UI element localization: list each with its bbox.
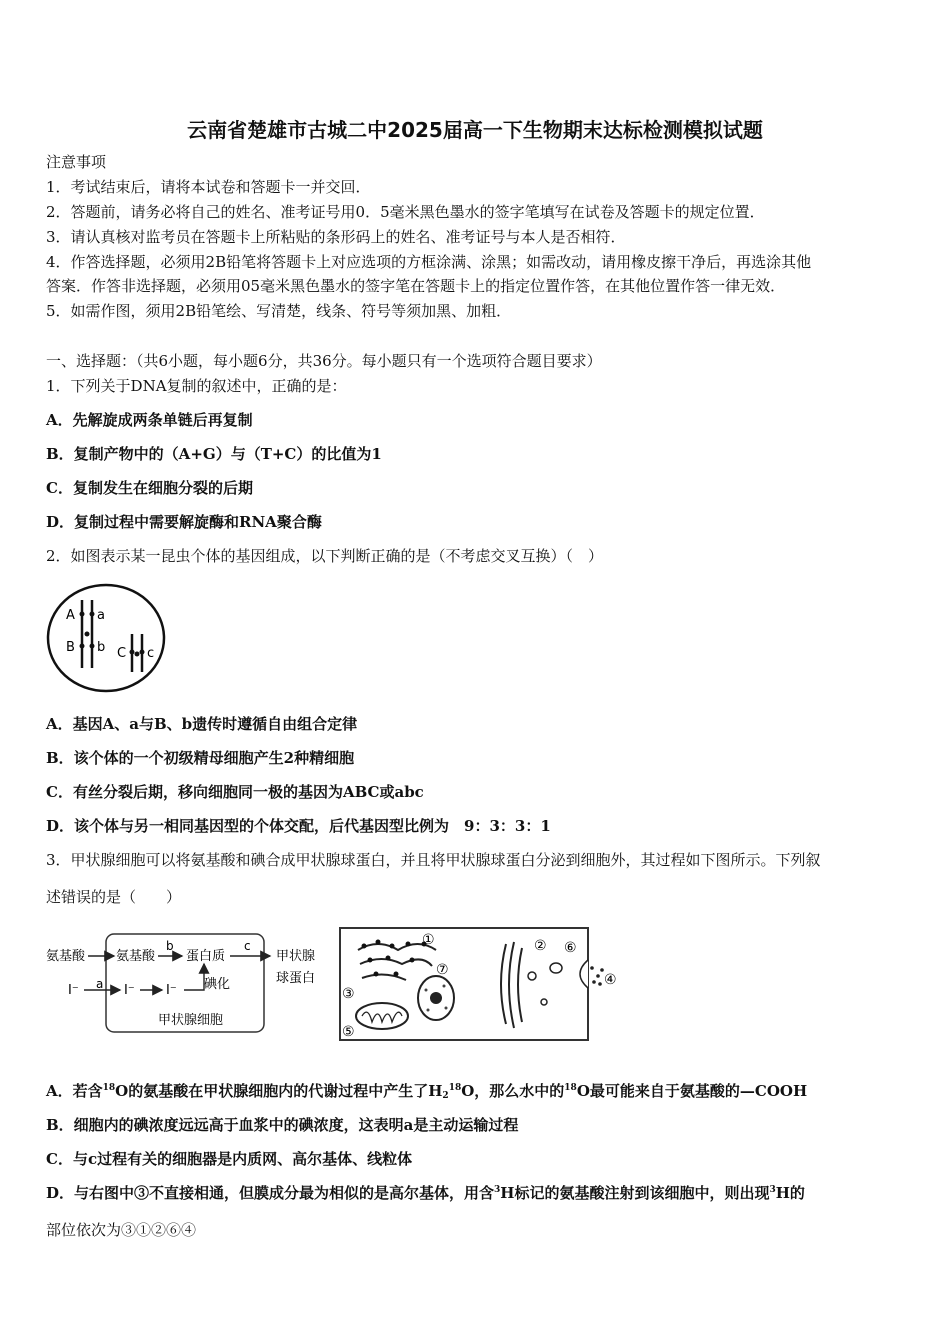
flow-text: 碘化	[204, 977, 231, 992]
q2-stem: 2．如图表示某一昆虫个体的基因组成，以下判断正确的是（不考虑交叉互换）（ ）	[46, 547, 604, 565]
q3-option-d-continued: 部位依次为③①②⑥④	[46, 1221, 197, 1239]
page-title: 云南省楚雄市古城二中2025届高一下生物期末达标检测模拟试题	[187, 118, 763, 142]
notice-item: 3．请认真核对监考员在答题卡上所粘贴的条形码上的姓名、准考证号与本人是否相符．	[46, 228, 626, 246]
q1-option-b: B．复制产物中的（A+G）与（T+C）的比值为1	[46, 445, 382, 463]
flow-step: a	[96, 977, 104, 991]
flow-step: b	[166, 939, 174, 953]
q3-option-a: A．若含$^{18}$O的氨基酸在甲状腺细胞内的代谢过程中产生了$H_2^{18}O$，那么水中的$^{18}$O最可能来自于氨基酸的—COOH	[46, 1082, 808, 1101]
organelle-label: ⑦	[436, 962, 449, 978]
thyroid-cell-diagram	[336, 924, 622, 1046]
flow-step: c	[244, 939, 251, 953]
q2-option-a: A．基因A、a与B、b遗传时遵循自由组合定律	[46, 715, 358, 733]
flow-text: I⁻	[166, 983, 177, 998]
gene-label: C	[117, 646, 127, 661]
q2-option-b: B．该个体的一个初级精母细胞产生2种精细胞	[46, 749, 355, 767]
q3-option-c: C．与c过程有关的细胞器是内质网、高尔基体、线粒体	[46, 1150, 413, 1168]
notice-item: 1．考试结束后，请将本试卷和答题卡一并交回．	[46, 178, 371, 196]
notice-item: 5．如需作图，须用2B铅笔绘、写清楚，线条、符号等须加黑、加粗．	[46, 302, 512, 320]
notice-item: 4．作答选择题，必须用2B铅笔将答题卡上对应选项的方框涂满、涂黑；如需改动，请用橡皮擦干净后，再选涂其他	[46, 253, 812, 271]
q2-option-d: D．该个体与另一相同基因型的个体交配，后代基因型比例为 9：3：3：1	[46, 817, 551, 835]
q1-option-a: A．先解旋成两条单链后再复制	[46, 411, 253, 429]
flow-text: 蛋白质	[186, 949, 226, 964]
q3-option-b: B．细胞内的碘浓度远远高于血浆中的碘浓度，这表明a是主动运输过程	[46, 1116, 519, 1134]
organelle-label: ⑥	[564, 940, 577, 956]
gene-label: A	[66, 608, 75, 623]
notice-heading: 注意事项	[46, 153, 107, 171]
gene-label: a	[97, 608, 105, 623]
notice-item: 答案．作答非选择题，必须用05毫米黑色墨水的签字笔在答题卡上的指定位置作答，在其他位置作答一律无效．	[46, 277, 786, 295]
gene-label: B	[66, 640, 75, 655]
flow-text: 氨基酸	[116, 949, 156, 964]
q3-stem: 3．甲状腺细胞可以将氨基酸和碘合成甲状腺球蛋白，并且将甲状腺球蛋白分泌到细胞外，其过程如下图所示。下列叙	[46, 851, 821, 869]
flow-text: I⁻	[68, 983, 79, 998]
organelle-label: ①	[422, 932, 435, 948]
q1-option-d: D．复制过程中需要解旋酶和RNA聚合酶	[46, 513, 322, 531]
organelle-label: ⑤	[342, 1024, 355, 1040]
gene-label: b	[97, 640, 106, 655]
q1-option-c: C．复制发生在细胞分裂的后期	[46, 479, 253, 497]
organelle-label: ②	[534, 938, 547, 954]
notice-item: 2．答题前，请务必将自己的姓名、准考证号用0．5毫米黑色墨水的签字笔填写在试卷及答题卡的规定位置．	[46, 203, 765, 221]
q3-option-d: D．与右图中③不直接相通，但膜成分最为相似的是高尔基体，用含$^3$H标记的氨基酸注射到该细胞中，则出现$^3$H的	[46, 1184, 805, 1202]
flow-text: 甲状腺	[276, 949, 316, 964]
organelle-label: ④	[604, 972, 617, 988]
q3-stem: 述错误的是（ ）	[46, 888, 182, 906]
q1-stem: 1．下列关于DNA复制的叙述中，正确的是：	[46, 377, 347, 395]
q2-option-c: C．有丝分裂后期，移向细胞同一极的基因为ABC或abc	[46, 783, 424, 801]
flow-text: 球蛋白	[276, 971, 316, 986]
thyroid-flow-diagram	[44, 928, 334, 1040]
cell-label: 甲状腺细胞	[158, 1013, 224, 1028]
chromosome-figure	[44, 582, 172, 696]
flow-text: I⁻	[124, 983, 135, 998]
section-heading: 一、选择题：（共6小题，每小题6分，共36分。每小题只有一个选项符合题目要求）	[46, 352, 602, 370]
gene-label: c	[147, 646, 155, 661]
flow-text: 氨基酸	[46, 949, 86, 964]
organelle-label: ③	[342, 986, 355, 1002]
